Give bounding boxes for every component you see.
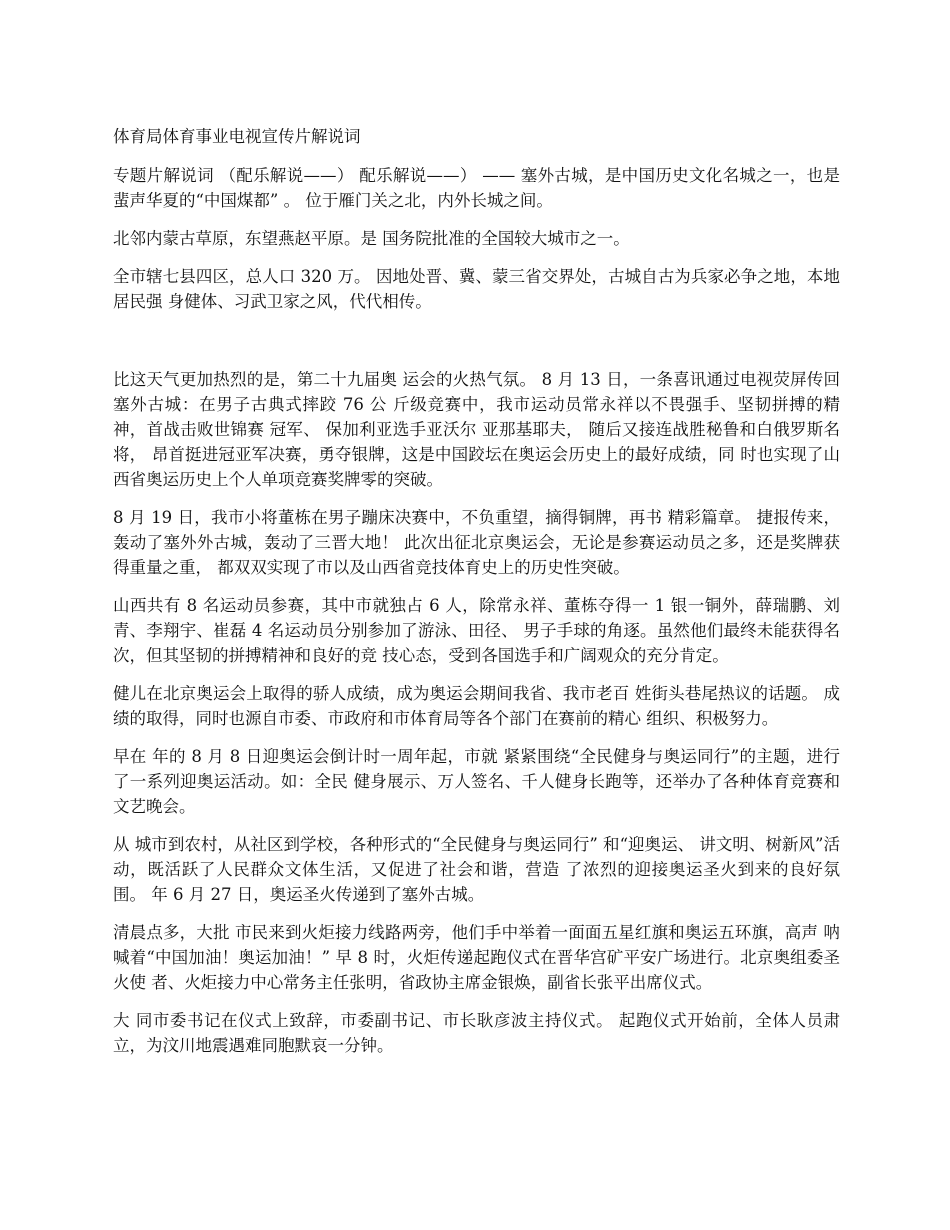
- paragraph-population: 全市辖七县四区，总人口 320 万。 因地处晋、冀、蒙三省交界处，古城自古为兵家必争之地，本地居民强 身健体、习武卫家之风，代代相传。: [113, 267, 840, 311]
- paragraph-activities: 从 城市到农村，从社区到学校，各种形式的“全民健身与奥运同行” 和“迎奥运、 讲文明、树新风”活动，既活跃了人民群众文体生活，又促进了社会和谐，营造 了浓烈的迎接奥运圣火到来的良好氛围。 年 6 月 27 日，奥运圣火传递到了塞外古城。: [113, 835, 840, 904]
- paragraph-torch-relay: 清晨点多，大批 市民来到火炬接力线路两旁，他们手中举着一面面五星红旗和奥运五环旗，高声 呐喊着“中国加油！奥运加油！” 早 8 时，火炬传递起跑仪式在晋华宫矿平安广场进行。北京奥组委圣火使 者、火炬接力中心常务主任张明，省政协主席金银焕，副省长张平出席仪式。: [113, 923, 840, 992]
- document-body: [113, 124, 840, 1071]
- section-spacer: [113, 327, 840, 367]
- paragraph-olympic-wrestling: 比这天气更加热烈的是，第二十九届奥 运会的火热气氛。 8 月 13 日，一条喜讯通过电视荧屏传回塞外古城：在男子古典式摔跤 76 公 斤级竞赛中，我市运动员常永祥以不畏强手、坚韧拼搏的精神，首战击败世锦赛 冠军、 保加利亚选手亚沃尔 亚那基耶夫， 随后又接连战胜秘鲁和白俄罗斯名将， 昂首挺进冠亚军决赛，勇夺银牌，这是中国跤坛在奥运会历史上的最好成绩，同 时也实现了山西省奥运历史上个人单项竞赛奖牌零的突破。: [113, 370, 840, 489]
- paragraph-intro: 专题片解说词 （配乐解说——） 配乐解说——） —— 塞外古城，是中国历史文化名城之一，也是蜚声华夏的“中国煤都” 。 位于雁门关之北，内外长城之间。: [113, 166, 840, 210]
- paragraph-athletes: 山西共有 8 名运动员参赛，其中市就独占 6 人，除常永祥、董栋夺得一 1 银一铜外，薛瑞鹏、刘青、李翔宇、崔磊 4 名运动员分别参加了游泳、田径、 男子手球的角逐。虽然他们最终未能获得名次，但其坚韧的拼搏精神和良好的竞 技心态，受到各国选手和广阔观众的充分肯定。: [113, 596, 840, 665]
- paragraph-trampoline: 8 月 19 日，我市小将董栋在男子蹦床决赛中，不负重望，摘得铜牌，再书 精彩篇章。 捷报传来，轰动了塞外外古城，轰动了三晋大地！ 此次出征北京奥运会，无论是参赛运动员之多，还是奖牌获得重量之重， 都双双实现了市以及山西省竞技体育史上的历史性突破。: [113, 508, 840, 577]
- paragraph-countdown: 早在 年的 8 月 8 日迎奥运会倒计时一周年起，市就 紧紧围绕“全民健身与奥运同行”的主题，进行了一系列迎奥运活动。如：全民 健身展示、万人签名、千人健身长跑等，还举办了各种体育竞赛和文艺晚会。: [113, 747, 840, 816]
- paragraph-achievements: 健儿在北京奥运会上取得的骄人成绩，成为奥运会期间我省、我市老百 姓街头巷尾热议的话题。 成绩的取得，同时也源自市委、市政府和市体育局等各个部门在赛前的精心 组织、积极努力。: [113, 684, 840, 728]
- paragraph-location: 北邻内蒙古草原，东望燕赵平原。是 国务院批准的全国较大城市之一。: [113, 229, 630, 248]
- paragraph-ceremony: 大 同市委书记在仪式上致辞，市委副书记、市长耿彦波主持仪式。 起跑仪式开始前，全体人员肃立，为汶川地震遇难同胞默哀一分钟。: [113, 1011, 840, 1055]
- document-title: 体育局体育事业电视宣传片解说词: [113, 127, 361, 146]
